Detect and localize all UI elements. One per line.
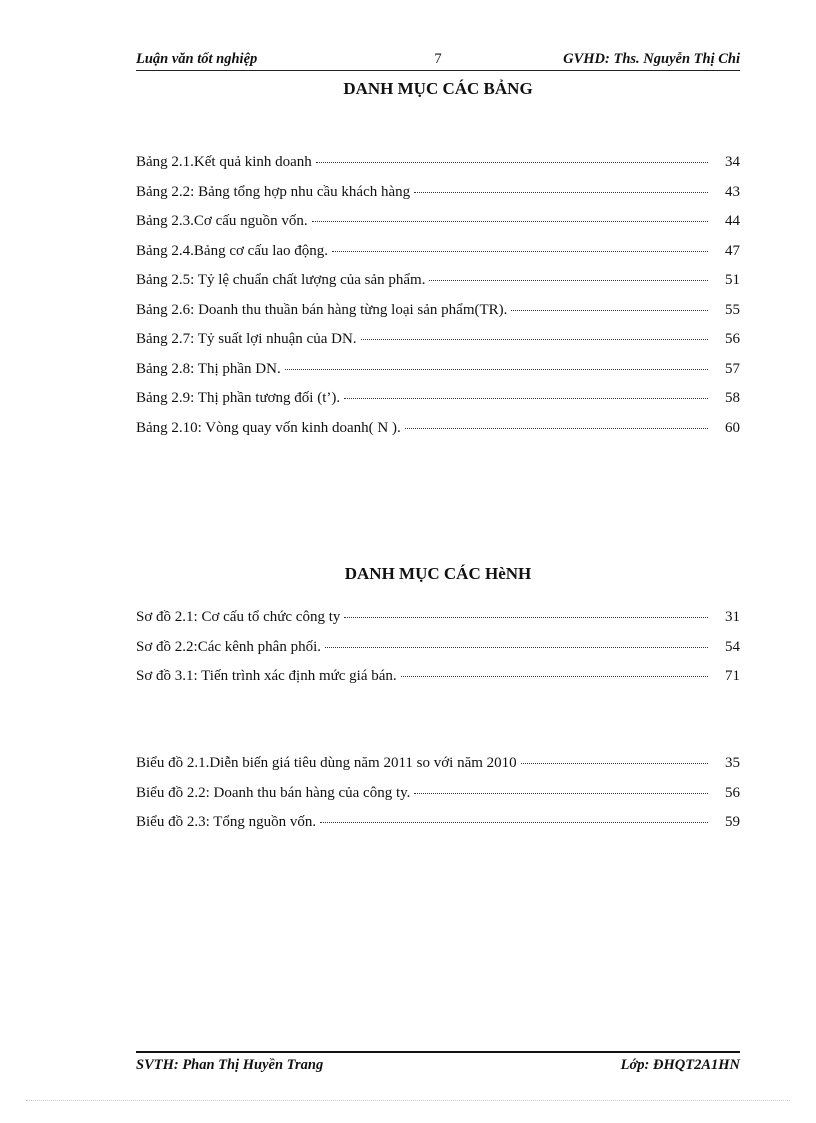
toc-row[interactable] — [136, 360, 740, 390]
toc-page-number: 47 — [725, 242, 740, 259]
toc-page-number: 43 — [725, 183, 740, 200]
toc-row[interactable] — [136, 754, 740, 784]
toc-entry-label: Bảng 2.8: Thị phần DN. — [136, 360, 281, 377]
toc-leader-dots — [344, 605, 708, 618]
toc-row[interactable] — [136, 242, 740, 272]
toc-leader-dots — [511, 298, 708, 311]
toc-row[interactable] — [136, 813, 740, 843]
toc-entry-label: Bảng 2.7: Tỷ suất lợi nhuận của DN. — [136, 331, 357, 347]
toc-page-number: 59 — [725, 814, 740, 830]
toc-page-number: 31 — [725, 609, 740, 625]
toc-leader-dots — [332, 239, 708, 252]
toc-entry-label: Bảng 2.1.Kết quả kinh doanh — [136, 154, 312, 170]
toc-row[interactable] — [136, 271, 740, 301]
toc-page-number: 54 — [725, 638, 740, 655]
toc-page-number: 34 — [725, 154, 740, 170]
figures-toc-list — [136, 608, 740, 697]
toc-leader-dots — [521, 751, 708, 764]
toc-leader-dots — [429, 268, 708, 281]
charts-toc-list — [136, 754, 740, 843]
toc-leader-dots — [414, 180, 708, 193]
toc-entry-label: Bảng 2.4.Bảng cơ cấu lao động. — [136, 242, 329, 259]
header-advisor: GVHD: Ths. Nguyễn Thị Chi — [563, 51, 740, 67]
toc-row[interactable] — [136, 301, 740, 331]
page-header — [136, 50, 740, 71]
toc-page-number: 71 — [725, 668, 740, 684]
toc-page-number: 58 — [725, 390, 740, 406]
toc-leader-dots — [401, 664, 708, 677]
header-page-number: 7 — [434, 51, 442, 67]
footer-class: Lớp: ĐHQT2A1HN — [620, 1057, 740, 1073]
toc-entry-label: Biểu đồ 2.1.Diễn biến giá tiêu dùng năm 2011 so với năm 2010 — [136, 755, 517, 771]
toc-leader-dots — [405, 416, 708, 429]
toc-row[interactable] — [136, 419, 740, 449]
toc-leader-dots — [325, 635, 708, 648]
toc-entry-label: Bảng 2.2: Bảng tổng hợp nhu cầu khách hàng — [136, 183, 411, 200]
footer-divider — [136, 1051, 740, 1053]
toc-row[interactable] — [136, 608, 740, 638]
toc-row[interactable] — [136, 212, 740, 242]
toc-page-number: 56 — [725, 784, 740, 801]
toc-row[interactable] — [136, 389, 740, 419]
toc-leader-dots — [414, 781, 708, 794]
page-footer — [136, 1057, 740, 1077]
footer-student: SVTH: Phan Thị Huyền Trang — [136, 1057, 324, 1073]
toc-entry-label: Bảng 2.9: Thị phần tương đối (t’). — [136, 390, 341, 406]
toc-entry-label: Sơ đồ 3.1: Tiến trình xác định mức giá bán. — [136, 668, 397, 684]
toc-entry-label: Sơ đồ 2.1: Cơ cấu tổ chức công ty — [136, 609, 341, 625]
toc-page-number: 56 — [725, 331, 740, 347]
page-bottom-border — [26, 1100, 790, 1101]
toc-entry-label: Sơ đồ 2.2:Các kênh phân phối. — [136, 638, 321, 655]
toc-page-number: 44 — [725, 213, 740, 229]
toc-entry-label: Bảng 2.5: Tỷ lệ chuẩn chất lượng của sản phẩm. — [136, 272, 426, 288]
toc-row[interactable] — [136, 638, 740, 668]
toc-row[interactable] — [136, 153, 740, 183]
toc-page-number: 51 — [725, 272, 740, 288]
toc-row[interactable] — [136, 183, 740, 213]
toc-leader-dots — [312, 209, 708, 222]
toc-row[interactable] — [136, 784, 740, 814]
toc-entry-label: Bảng 2.3.Cơ cấu nguồn vốn. — [136, 213, 308, 229]
toc-row[interactable] — [136, 667, 740, 697]
toc-entry-label: Biểu đồ 2.3: Tổng nguồn vốn. — [136, 814, 317, 830]
toc-leader-dots — [316, 150, 708, 163]
toc-page-number: 60 — [725, 419, 740, 436]
toc-leader-dots — [344, 386, 708, 399]
toc-leader-dots — [320, 810, 708, 823]
tables-toc-list — [136, 153, 740, 448]
toc-leader-dots — [285, 357, 708, 370]
toc-entry-label: Biểu đồ 2.2: Doanh thu bán hàng của công ty. — [136, 784, 411, 801]
toc-page-number: 55 — [725, 301, 740, 318]
toc-entry-label: Bảng 2.10: Vòng quay vốn kinh doanh( N ). — [136, 419, 401, 436]
header-thesis-label: Luận văn tốt nghiệp — [136, 51, 258, 67]
toc-leader-dots — [361, 327, 708, 340]
toc-page-number: 35 — [725, 755, 740, 771]
figures-section-title: DANH MỤC CÁC HèNH — [344, 564, 532, 583]
toc-entry-label: Bảng 2.6: Doanh thu thuần bán hàng từng loại sản phẩm(TR). — [136, 301, 508, 318]
toc-page-number: 57 — [725, 360, 740, 377]
tables-section-title: DANH MỤC CÁC BẢNG — [343, 79, 533, 98]
toc-row[interactable] — [136, 330, 740, 360]
